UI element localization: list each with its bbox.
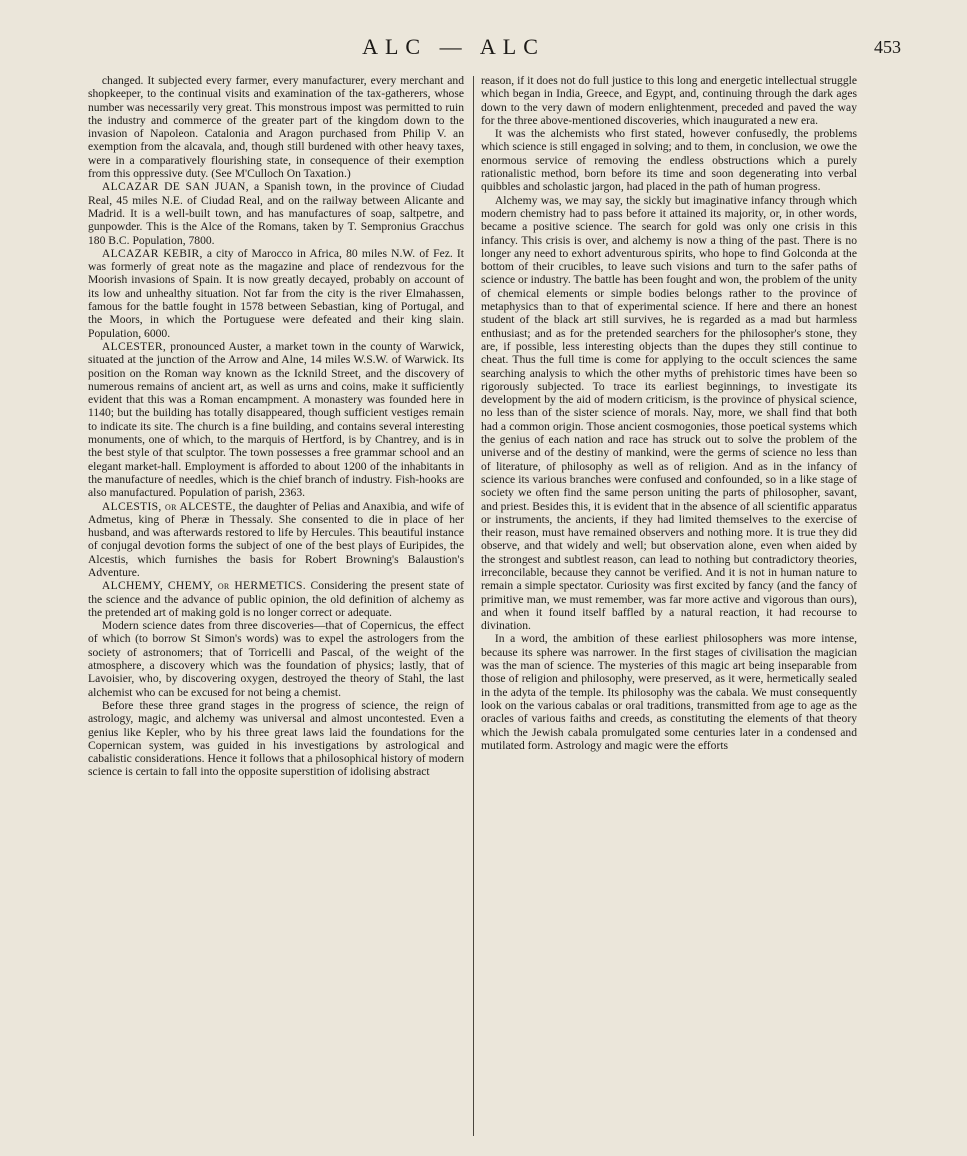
paragraph	[481, 194, 857, 633]
right-column	[481, 74, 857, 1144]
entry-headword: ALCESTIS, or ALCESTE,	[101, 499, 236, 513]
paragraph	[481, 74, 857, 127]
paragraph-text: pronounced Auster, a market town in the county of Warwick, situated at the junction of the Arrow and Alne, 14 miles W.S.W. of Warwick. Its position on the Roman way known as the Icknild Street, and the discovery of numerous remains of ancient art, as well as urns and coins, make it sufficiently evident that this was a Roman encampment. A monastery was founded here in 1140; but the building has totally disappeared, though sufficient vestiges remain to indicate its site. The church is a fine building, and contains several interesting monuments, one of which, to the marquis of Hertford, is by Chantrey, and is in the best style of that sculptor. The town possesses a free grammar school and an elegant market-hall. Employment is afforded to about 1200 of the inhabitants in the manufacture of needles, which is the chief branch of industry. Fish-hooks are also manufactured. Population of parish, 2363.	[88, 339, 464, 500]
paragraph	[88, 579, 464, 619]
paragraph	[88, 500, 464, 580]
running-head: ALC — ALC	[362, 34, 545, 59]
paragraph	[88, 619, 464, 699]
paragraph	[88, 180, 464, 246]
paragraph-text: Modern science dates from three discoveries—that of Copernicus, the effect of which (to borrow St Simon's words) was to expel the astrologers from the society of astronomers; that of Torricelli and Pascal, of the weight of the atmosphere, a discovery which was the foundation of physics; lastly, that of Lavoisier, who, by discovering oxygen, destroyed the theory of Stahl, the last alchemist who can be excused for not being a chemist.	[88, 619, 464, 699]
entry-headword: ALCAZAR KEBIR,	[101, 246, 203, 260]
paragraph-text: Considering the present state of the science and the advance of public opinion, the old definition of alchemy as the pretended art of making gold is no longer correct or adequate.	[88, 579, 464, 619]
paragraph-text: a city of Marocco in Africa, 80 miles N.W. of Fez. It was formerly of great note as the magazine and place of rendezvous for the Moorish invasions of Spain. It is now greatly decayed, probably on account of its low and unhealthy situation. Not far from the city is the river Elmahassen, famous for the battle fought in 1578 between Sebastian, king of Portugal, and the Moors, in which the Portuguese were defeated and their king slain. Population, 6000.	[88, 246, 464, 340]
paragraph-text: It was the alchemists who first stated, however confusedly, the problems which science is still engaged in solving; and to them, in conclusion, we owe the enormous service of removing the endless obstructions which a purely rationalistic method, born before its time and soon degenerating into verbal quibbles and scholastic jargon, had placed in the path of human progress.	[481, 127, 857, 194]
paragraph	[481, 127, 857, 193]
paragraph-text: Before these three grand stages in the progress of science, the reign of astrology, magic, and alchemy was universal and almost uncontested. Even a genius like Kepler, who by his three great laws laid the foundations for the Copernican system, was guided in his investigations by astrological and cabalistic considerations. Hence it follows that a philosophical history of modern science is certain to fall into the opposite superstition of idolising abstract	[88, 698, 464, 779]
page-header	[0, 34, 967, 64]
paragraph	[88, 74, 464, 180]
paragraph	[88, 340, 464, 500]
paragraph-text: In a word, the ambition of these earliest philosophers was more intense, because its sphere was narrower. In the first stages of civilisation the magician was the man of science. The mysteries of this magic art being inseparable from those of religion and philosophy, were preserved, as it were, hermetically sealed in the adyta of the temple. Its philosophy was the cabala. We must consequently look on the various cabalas or oral traditions, transmitted from age to age as the oracles of various faiths and creeds, as constituting the elements of that theory which the Jewish cabala promulgated some centuries later in a condensed and mutilated form. Astrology and magic were the efforts	[481, 632, 857, 752]
paragraph-text: Alchemy was, we may say, the sickly but imaginative infancy through which modern chemistry had to pass before it attained its majority, or, in other words, became a positive science. The search for gold was only one crisis in this infancy. This crisis is over, and alchemy is now a thing of the past. There is no longer any need to exhort adventurous spirits, who hope to find Golconda at the bottom of their crucibles, to leave such visions and turn to the safer paths of science or industry. The battle has been fought and won, the problem of the unity of chemical elements or simple bodies belongs rather to the province of metaphysics than to that of experimental science. If here and there an honest student of the black art still survives, he is regarded as a mad but harmless enthusiast; and as for the pretended searchers for the philosopher's stone, they are, if possible, less interesting objects than the dupes they still continue to cheat. Thus the full time is come for applying to the occult sciences the same searching analysis to which the other myths of prehistoric times have been so rigorously subjected. To trace its earliest beginnings, to investigate its development by the aid of modern criticism, is the province of physical science, no less than of the sister science of morals. Nay, more, we shall find that both had a common origin. Those ancient cosmogonies, those poetical systems which the genius of each nation and race has struck out to solve the problem of the universe and of the destiny of mankind, were the germs of science no less than of literature, of philosophy as well as of religion. And as in the infancy of science its various branches were confused and confounded, so in a like stage of society we often find the same person uniting the parts of philosopher, savant, and priest. Besides this, it is evident that in the absence of all scientific apparatus or instruments, the ancients, if they had limited themselves to the exercise of their reason, must have remained observers and nothing more. It is true they did observe, and that widely and well; but observation alone, even when aided by the strongest and subtlest reason, can lead to nothing but contradictory theories, irreconcilable, because they cannot be verified. And it is not in human nature to remain a simple spectator. Curiosity was first excited by fancy (and the fancy of primitive man, we must remember, was far more active and vigorous than ours), and when it found itself baffled by a natural reaction, it had recourse to divination.	[481, 193, 857, 633]
paragraph-text: the daughter of Pelias and Anaxibia, and wife of Admetus, king of Pheræ in Thessaly. She consented to die in place of her husband, and was afterwards restored to life by Hercules. This beautiful instance of conjugal devotion forms the subject of one of the best plays of Euripides, the Alcestis, which furnishes the basis for Robert Browning's Balaustion's Adventure.	[88, 499, 464, 579]
entry-headword: ALCAZAR DE SAN JUAN,	[101, 180, 249, 194]
left-column	[88, 74, 464, 1144]
paragraph-text: reason, if it does not do full justice to this long and energetic intellectual struggle which began in India, Greece, and Egypt, and, continuing through the dark ages down to the very dawn of modern enlightenment, preceded and paved the way for the three above-mentioned discoveries, which inaugurated a new era.	[481, 74, 857, 127]
paragraph-text: a Spanish town, in the province of Ciudad Real, 45 miles N.E. of Ciudad Real, and on the railway between Alicante and Madrid. It is a well-built town, and has manufactures of soap, saltpetre, and gunpowder. This is the Alce of the Romans, taken by T. Sempronius Gracchus 180 B.C. Population, 7800.	[88, 180, 464, 247]
paragraph	[88, 699, 464, 779]
paragraph-text: changed. It subjected every farmer, every manufacturer, every merchant and shopkeeper, to the continual visits and examination of the tax-gatherers, whose number was necessarily very great. This monstrous impost was permitted to ruin the industry and commerce of the greater part of the kingdom down to the invasion of Napoleon. Catalonia and Aragon purchased from Philip V. an exemption from the alcavala, and, though still burdened with other heavy taxes, were in a comparatively flourishing state, in consequence of their exemption from this oppressive duty. (See M'Culloch On Taxation.)	[88, 74, 464, 181]
page-number: 453	[874, 37, 901, 57]
paragraph	[481, 632, 857, 752]
column-divider	[473, 76, 474, 1136]
paragraph	[88, 247, 464, 340]
entry-headword: ALCHEMY, CHEMY, or HERMETICS.	[101, 579, 306, 593]
entry-headword: ALCESTER,	[101, 339, 167, 353]
